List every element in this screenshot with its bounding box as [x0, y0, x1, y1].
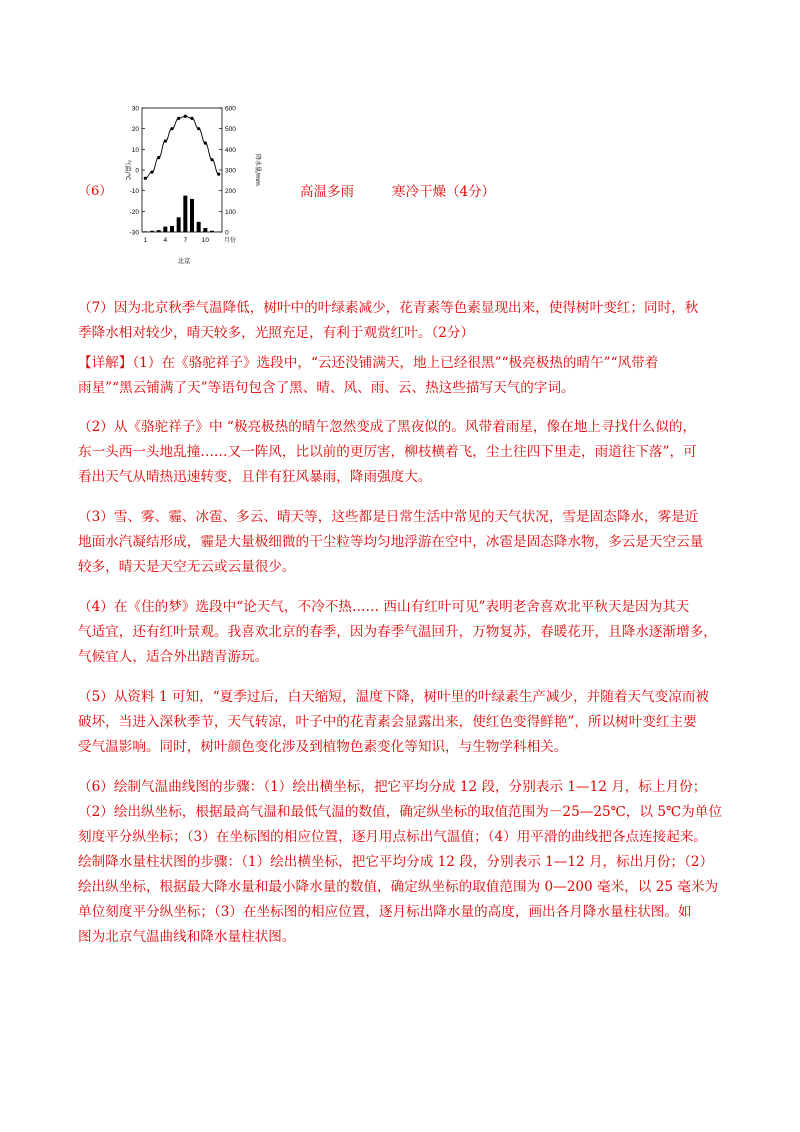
temperature-point: [177, 117, 180, 120]
temperature-point: [217, 173, 220, 176]
temp-axis-label: 气温/℃: [124, 159, 131, 181]
paragraph-line: 受气温影响。同时，树叶颜色变化涉及到植物色素变化等知识，与生物学科相关。: [78, 739, 568, 755]
month-tick-label: 1: [143, 237, 148, 244]
paragraph: [78, 351, 718, 401]
temperature-point: [184, 115, 187, 118]
precipitation-bars: [143, 196, 220, 232]
temp-tick-label: -20: [129, 208, 139, 216]
question-6-label: （6）: [78, 184, 113, 199]
precip-bar: [210, 231, 214, 232]
paragraph-line: 刻度平分纵坐标；（3）在坐标图的相应位置，逐月用点标出气温值；（4）用平滑的曲线把各点连接起来。: [78, 829, 708, 845]
paragraph-line: （3）雪、雾、霾、冰雹、多云、晴天等，这些都是日常生活中常见的天气状况，雪是固态降水，雾是近: [78, 509, 699, 525]
precip-bar: [170, 226, 174, 232]
temperature-point: [150, 170, 153, 173]
precip-tick-label: 600: [225, 105, 236, 113]
temperature-line: [144, 115, 221, 180]
temp-tick-label: -30: [129, 229, 139, 237]
temperature-curve: [145, 116, 218, 178]
precip-bar: [163, 227, 167, 232]
temp-tick-label: 0: [135, 167, 139, 175]
paragraph-line: （4）在《住的梦》选段中“论天气，不冷不热…… 西山有红叶可见”表明老舍喜欢北平秋天是因为其天: [78, 599, 690, 615]
chart-title: 北京: [177, 257, 191, 265]
month-tick-label: 4: [163, 237, 168, 244]
precip-tick-label: 500: [225, 126, 236, 134]
paragraph-line: 单位刻度平分纵坐标；（3）在坐标图的相应位置，逐月标出降水量的高度，画出各月降水量柱状图。如: [78, 904, 692, 920]
paragraph-line: 绘出纵坐标，根据最大降水量和最小降水量的数值，确定纵坐标的取值范围为 0—200 毫米，以 25 毫米为: [78, 879, 719, 895]
paragraph-line: （2）绘出纵坐标，根据最高气温和最低气温的数值，确定纵坐标的取值范围为－25—25℃，以 5℃为单位: [78, 804, 722, 820]
paragraph-line: （2）从《骆驼祥子》中 “极亮极热的晴午忽然变成了黑夜似的。风带着雨星，像在地上寻找什么似的，: [78, 419, 697, 435]
paragraph-line: 季降水相对较少，晴天较多，光照充足，有利于观赏红叶。（2分）: [78, 325, 475, 341]
precip-tick-label: 0: [225, 229, 229, 237]
temperature-point: [164, 139, 167, 142]
temp-tick-label: -10: [129, 188, 139, 196]
paragraph-line: 东一头西一头地乱撞……又一阵风，比以前的更厉害，柳枝横着飞，尘土往四下里走，雨道往下落”，可: [78, 444, 697, 460]
temperature-point: [144, 177, 147, 180]
temperature-point: [190, 117, 193, 120]
beijing-climate-chart: [112, 98, 272, 266]
paragraph-line: 气候宜人，适合外出踏青游玩。: [78, 649, 269, 665]
temperature-point: [204, 142, 207, 145]
precip-axis-label: 降水量/mm: [254, 154, 261, 186]
precip-bar: [183, 196, 187, 232]
precip-tick-label: 200: [225, 188, 236, 196]
precip-bar: [203, 228, 207, 232]
x-unit-label: 月份: [224, 237, 237, 244]
temp-tick-label: 30: [131, 105, 139, 113]
temperature-point: [210, 158, 213, 161]
precip-tick-label: 300: [225, 167, 236, 175]
paragraph: [78, 685, 718, 760]
paragraph: [78, 415, 718, 490]
temp-tick-label: 20: [131, 126, 139, 134]
paragraph-line: （5）从资料 1 可知，“夏季过后，白天缩短，温度下降，树叶里的叶绿素生产减少，并随着天气变凉而被: [78, 689, 710, 705]
paragraph-line: 地面水汽凝结形成，霾是大量极细微的干尘粒等均匀地浮游在空中，冰雹是固态降水物，多云是天空云量: [78, 534, 704, 550]
paragraph-line: 破坏，当进入深秋季节，天气转凉，叶子中的花青素会显露出来，使红色变得鲜艳”，所以树叶变红主要: [78, 714, 697, 730]
paragraph-line: 气适宜，还有红叶景观。我喜欢北京的春季，因为春季气温回升，万物复苏，春暖花开，且降水逐渐增多，: [78, 624, 717, 640]
paragraph: [78, 775, 722, 950]
paragraph-line: 较多，晴天是天空无云或云量很少。: [78, 559, 296, 575]
paragraph-line: 看出天气从晴热迅速转变，且伴有狂风暴雨，降雨强度大。: [78, 469, 432, 485]
temperature-point: [197, 127, 200, 130]
paragraph: [78, 505, 718, 580]
answer-summer: 高温多雨: [300, 184, 354, 200]
paragraph: [78, 595, 718, 670]
precip-bar: [190, 199, 194, 232]
precip-bar: [157, 230, 161, 232]
paragraph-line: （6）绘制气温曲线图的步骤：（1）绘出横坐标，把它平均分成 12 段，分别表示 1—12 月，标上月份；: [78, 779, 707, 795]
paragraph-line: （7）因为北京秋季气温降低，树叶中的叶绿素减少，花青素等色素显现出来，使得树叶变红；同时，秋: [78, 300, 699, 316]
precip-bar: [177, 217, 181, 232]
month-tick-label: 7: [183, 237, 188, 244]
precip-bar: [197, 222, 201, 232]
paragraph-line: 图为北京气温曲线和降水量柱状图。: [78, 929, 296, 945]
precip-bar: [143, 231, 147, 232]
answer-winter: 寒冷干燥（4分）: [392, 184, 496, 200]
temperature-point: [170, 127, 173, 130]
paragraph: [78, 296, 718, 346]
month-tick-label: 10: [201, 237, 209, 244]
paragraph-line: 绘制降水量柱状图的步骤：（1）绘出横坐标，把它平均分成 12 段，分别表示 1—12 月，标出月份；（2）: [78, 854, 714, 870]
paragraph-line: 雨星”“黑云铺满了天”等语句包含了黑、晴、风、雨、云、热这些描写天气的字词。: [78, 380, 575, 396]
chart-labels: [124, 106, 262, 266]
precip-bar: [150, 231, 154, 232]
precip-tick-label: 400: [225, 146, 236, 154]
temperature-point: [157, 156, 160, 159]
paragraph-line: 【详解】（1）在《骆驼祥子》选段中，“云还没铺满天，地上已经很黑”“极亮极热的晴午”“风带着: [78, 355, 659, 371]
precip-tick-label: 100: [225, 208, 236, 216]
temp-tick-label: 10: [131, 146, 139, 154]
